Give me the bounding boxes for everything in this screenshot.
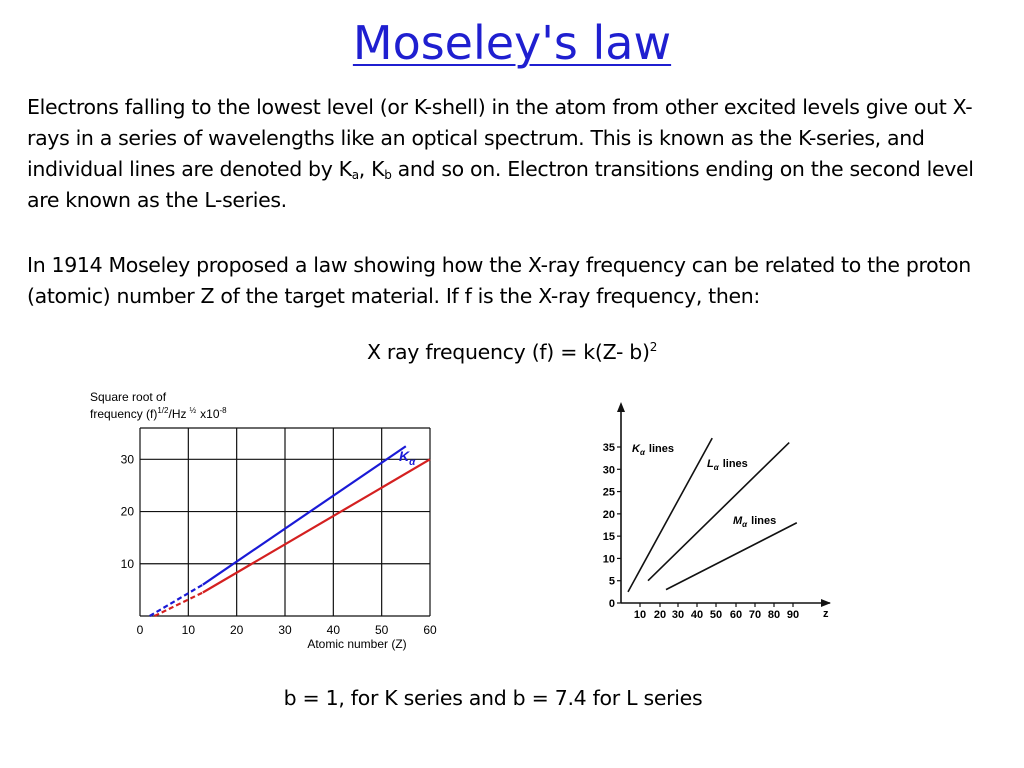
- right-series-line-2: [666, 523, 797, 590]
- left-xlabel: Atomic number (Z): [307, 637, 407, 651]
- chart-square-root-frequency: [80, 380, 460, 670]
- right-series-name: lines: [722, 458, 748, 470]
- left-x-tick-label: 60: [423, 623, 437, 637]
- right-series-label-0: [632, 443, 674, 457]
- formula-main: X ray frequency (f) = k(Z- b): [366, 340, 650, 364]
- right-x-tick-label: 10: [633, 609, 647, 621]
- right-xlabel: z: [823, 608, 829, 620]
- right-y-arrow: [617, 402, 625, 412]
- formula-power: 2: [649, 340, 658, 354]
- right-series-symbol: K: [632, 443, 640, 455]
- formula: [0, 340, 1024, 364]
- left-ylabel-sup3: -8: [219, 406, 227, 415]
- left-x-tick-label: 50: [374, 623, 389, 637]
- slide-title: Moseley's law: [352, 16, 672, 70]
- left-y-tick-label: 30: [120, 452, 134, 467]
- left-series: [150, 446, 430, 616]
- left-series-label: [399, 448, 416, 468]
- right-series-line-0: [628, 438, 712, 592]
- left-y-tick-label: 20: [120, 504, 134, 519]
- right-x-tick-label: 30: [671, 609, 685, 621]
- left-ylabel-unit: /Hz: [168, 407, 187, 421]
- right-series-symbol-sub: α: [742, 520, 748, 529]
- right-x-tick-label: 90: [786, 609, 800, 621]
- right-x-tick-label: 20: [653, 609, 667, 621]
- para1-text2: and so on. Electron transitions ending on the second level are known as the L-series.: [27, 157, 974, 212]
- right-x-tick-label: 40: [690, 609, 704, 621]
- right-y-tick-label: 15: [602, 531, 615, 544]
- right-tick-labels: [603, 442, 799, 621]
- left-x-tick-label: 0: [136, 623, 144, 637]
- left-series-dashed-1: [155, 593, 203, 617]
- right-series-name: lines: [648, 443, 674, 455]
- chart-characteristic-lines: [590, 390, 850, 630]
- right-y-tick-label: 5: [608, 575, 615, 588]
- right-x-tick-label: 80: [767, 609, 781, 621]
- right-axes: [617, 402, 831, 607]
- left-ylabel-text: frequency (f): [90, 407, 158, 421]
- left-tick-labels: [121, 452, 437, 637]
- right-y-tick-label: 30: [602, 464, 615, 477]
- para1-text1: Electrons falling to the lowest level (or K-shell) in the atom from other excited levels give out X-rays in a series of wavelengths like an optical spectrum. This is known as the K-series, and individual lines are denoted by K: [27, 95, 973, 181]
- right-series-symbol: L: [707, 458, 714, 470]
- left-x-tick-label: 10: [181, 623, 196, 637]
- left-series-label-sub: α: [409, 457, 416, 468]
- right-series: [628, 438, 797, 592]
- subscript-a: a: [351, 168, 359, 182]
- right-series-symbol-sub: α: [639, 448, 645, 457]
- right-y-tick-label: 25: [602, 486, 615, 499]
- right-series-symbol: M: [733, 515, 743, 527]
- left-series-dashed-0: [150, 585, 203, 616]
- right-y-tick-label: 20: [602, 508, 615, 521]
- left-ylabel-sup1: 1/2: [157, 406, 169, 415]
- right-y-tick-label: 0: [608, 598, 615, 610]
- left-grid: [140, 428, 430, 616]
- left-ylabel-line2: [90, 406, 227, 421]
- right-x-tick-label: 70: [748, 609, 762, 621]
- right-series-symbol-sub: α: [713, 463, 719, 472]
- right-x-tick-label: 60: [729, 609, 743, 621]
- paragraph-moseley: In 1914 Moseley proposed a law showing how the X-ray frequency can be related to the proton (atomic) number Z of the target material. If f is the X-ray frequency, then:: [27, 253, 971, 308]
- left-x-tick-label: 20: [229, 623, 244, 637]
- footer-note: b = 1, for K series and b = 7.4 for L series: [283, 686, 703, 710]
- left-y-tick-label: 10: [120, 556, 134, 571]
- right-x-tick-label: 50: [709, 609, 723, 621]
- left-x-tick-label: 40: [326, 623, 341, 637]
- right-y-tick-label: 35: [602, 442, 615, 454]
- left-x-tick-label: 30: [278, 623, 292, 637]
- right-series-label-1: [707, 458, 748, 472]
- right-series-name: lines: [751, 515, 777, 527]
- left-series-label-main: K: [399, 448, 410, 464]
- subscript-b: b: [384, 168, 392, 182]
- left-ylabel-line1: Square root of: [90, 390, 167, 404]
- paragraph-k-series: [27, 92, 1002, 216]
- para1-comma: , K: [358, 157, 385, 181]
- right-y-tick-label: 10: [602, 553, 615, 566]
- right-x-arrow: [821, 599, 831, 607]
- left-ylabel-sup2: ½: [189, 406, 197, 415]
- right-series-label-2: [733, 515, 776, 529]
- left-ylabel-scale: x10: [200, 407, 220, 421]
